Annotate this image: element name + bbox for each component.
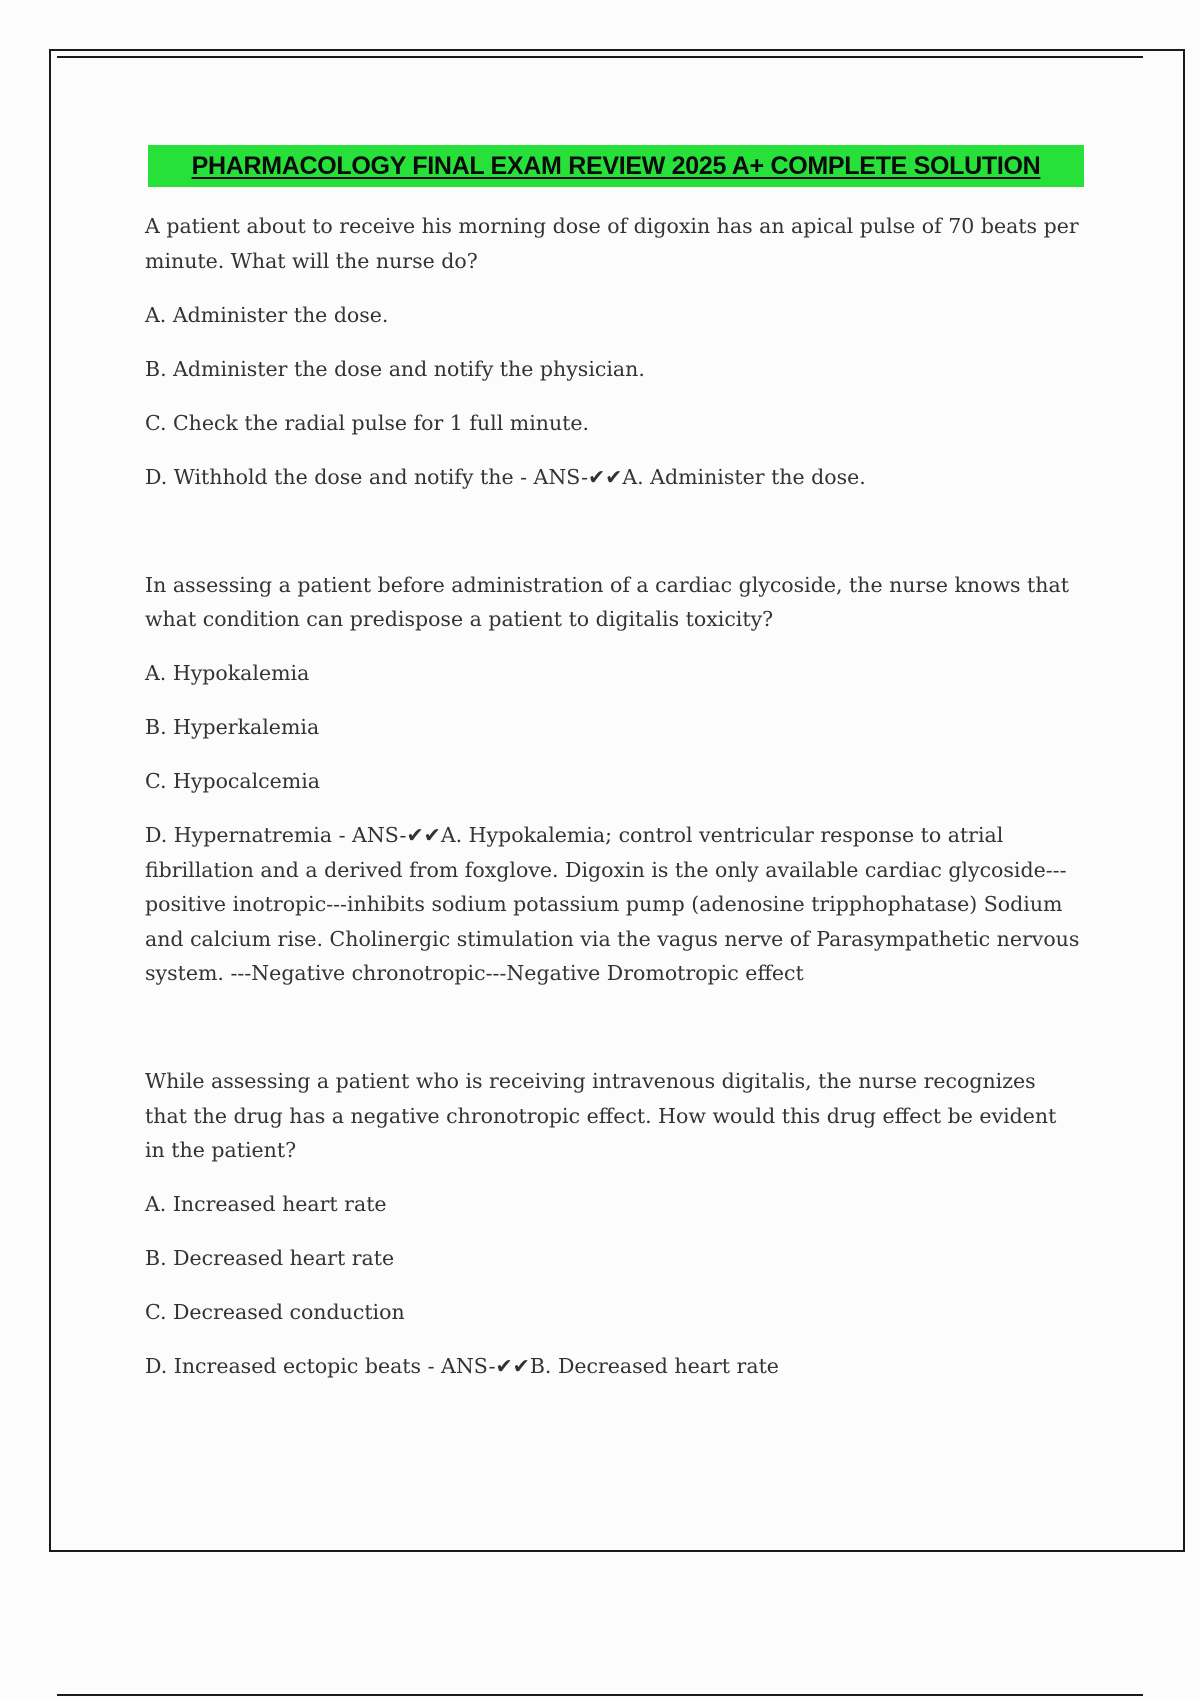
question-stem: In assessing a patient before administration of a cardiac glycoside, the nurse knows that what condition can predispose a patient to digitalis toxicity? — [145, 572, 1069, 631]
answer-option: C. Check the radial pulse for 1 full minute. — [145, 410, 590, 435]
answer-option: A. Administer the dose. — [145, 302, 389, 327]
document-title: PHARMACOLOGY FINAL EXAM REVIEW 2025 A+ COMPLETE SOLUTION — [191, 151, 1041, 180]
question-block-2 — [145, 568, 1080, 991]
answer-option-with-answer: D. Increased ectopic beats - ANS-✔✔B. Decreased heart rate — [145, 1354, 779, 1378]
answer-option: C. Decreased conduction — [145, 1300, 405, 1324]
document-body — [145, 209, 1080, 1403]
question-block-1 — [145, 209, 1080, 494]
answer-option: B. Decreased heart rate — [145, 1246, 395, 1270]
answer-option-with-answer: D. Hypernatremia - ANS-✔✔A. Hypokalemia; control ventricular response to atrial fibrillation and a derived from foxglove. Digoxin is the only available cardiac glycoside---positive inotropic---inhibits sodium potassium pump (adenosine tripphophatase) Sodium and calcium rise. Cholinergic stimulation via the vagus nerve of Parasympathetic nervous system. ---Negative chronotropic---Negative Dromotropic effect — [145, 823, 1080, 985]
answer-option: B. Hyperkalemia — [145, 715, 320, 739]
bottom-rule — [57, 1694, 1143, 1696]
question-stem: While assessing a patient who is receiving intravenous digitalis, the nurse recognizes that the drug has a negative chronotropic effect. How would this drug effect be evident in the patient? — [145, 1069, 1057, 1162]
answer-option: A. Hypokalemia — [145, 661, 310, 685]
answer-option: C. Hypocalcemia — [145, 769, 321, 793]
question-block-3 — [145, 1064, 1080, 1384]
answer-option-with-answer: D. Withhold the dose and notify the - ANS-✔✔A. Administer the dose. — [145, 464, 866, 489]
answer-option: B. Administer the dose and notify the physician. — [145, 356, 645, 381]
title-highlight — [148, 145, 1084, 187]
answer-option: A. Increased heart rate — [145, 1192, 387, 1216]
question-stem: A patient about to receive his morning dose of digoxin has an apical pulse of 70 beats per minute. What will the nurse do? — [145, 214, 1079, 273]
spacer — [145, 514, 1080, 568]
spacer — [145, 1010, 1080, 1064]
